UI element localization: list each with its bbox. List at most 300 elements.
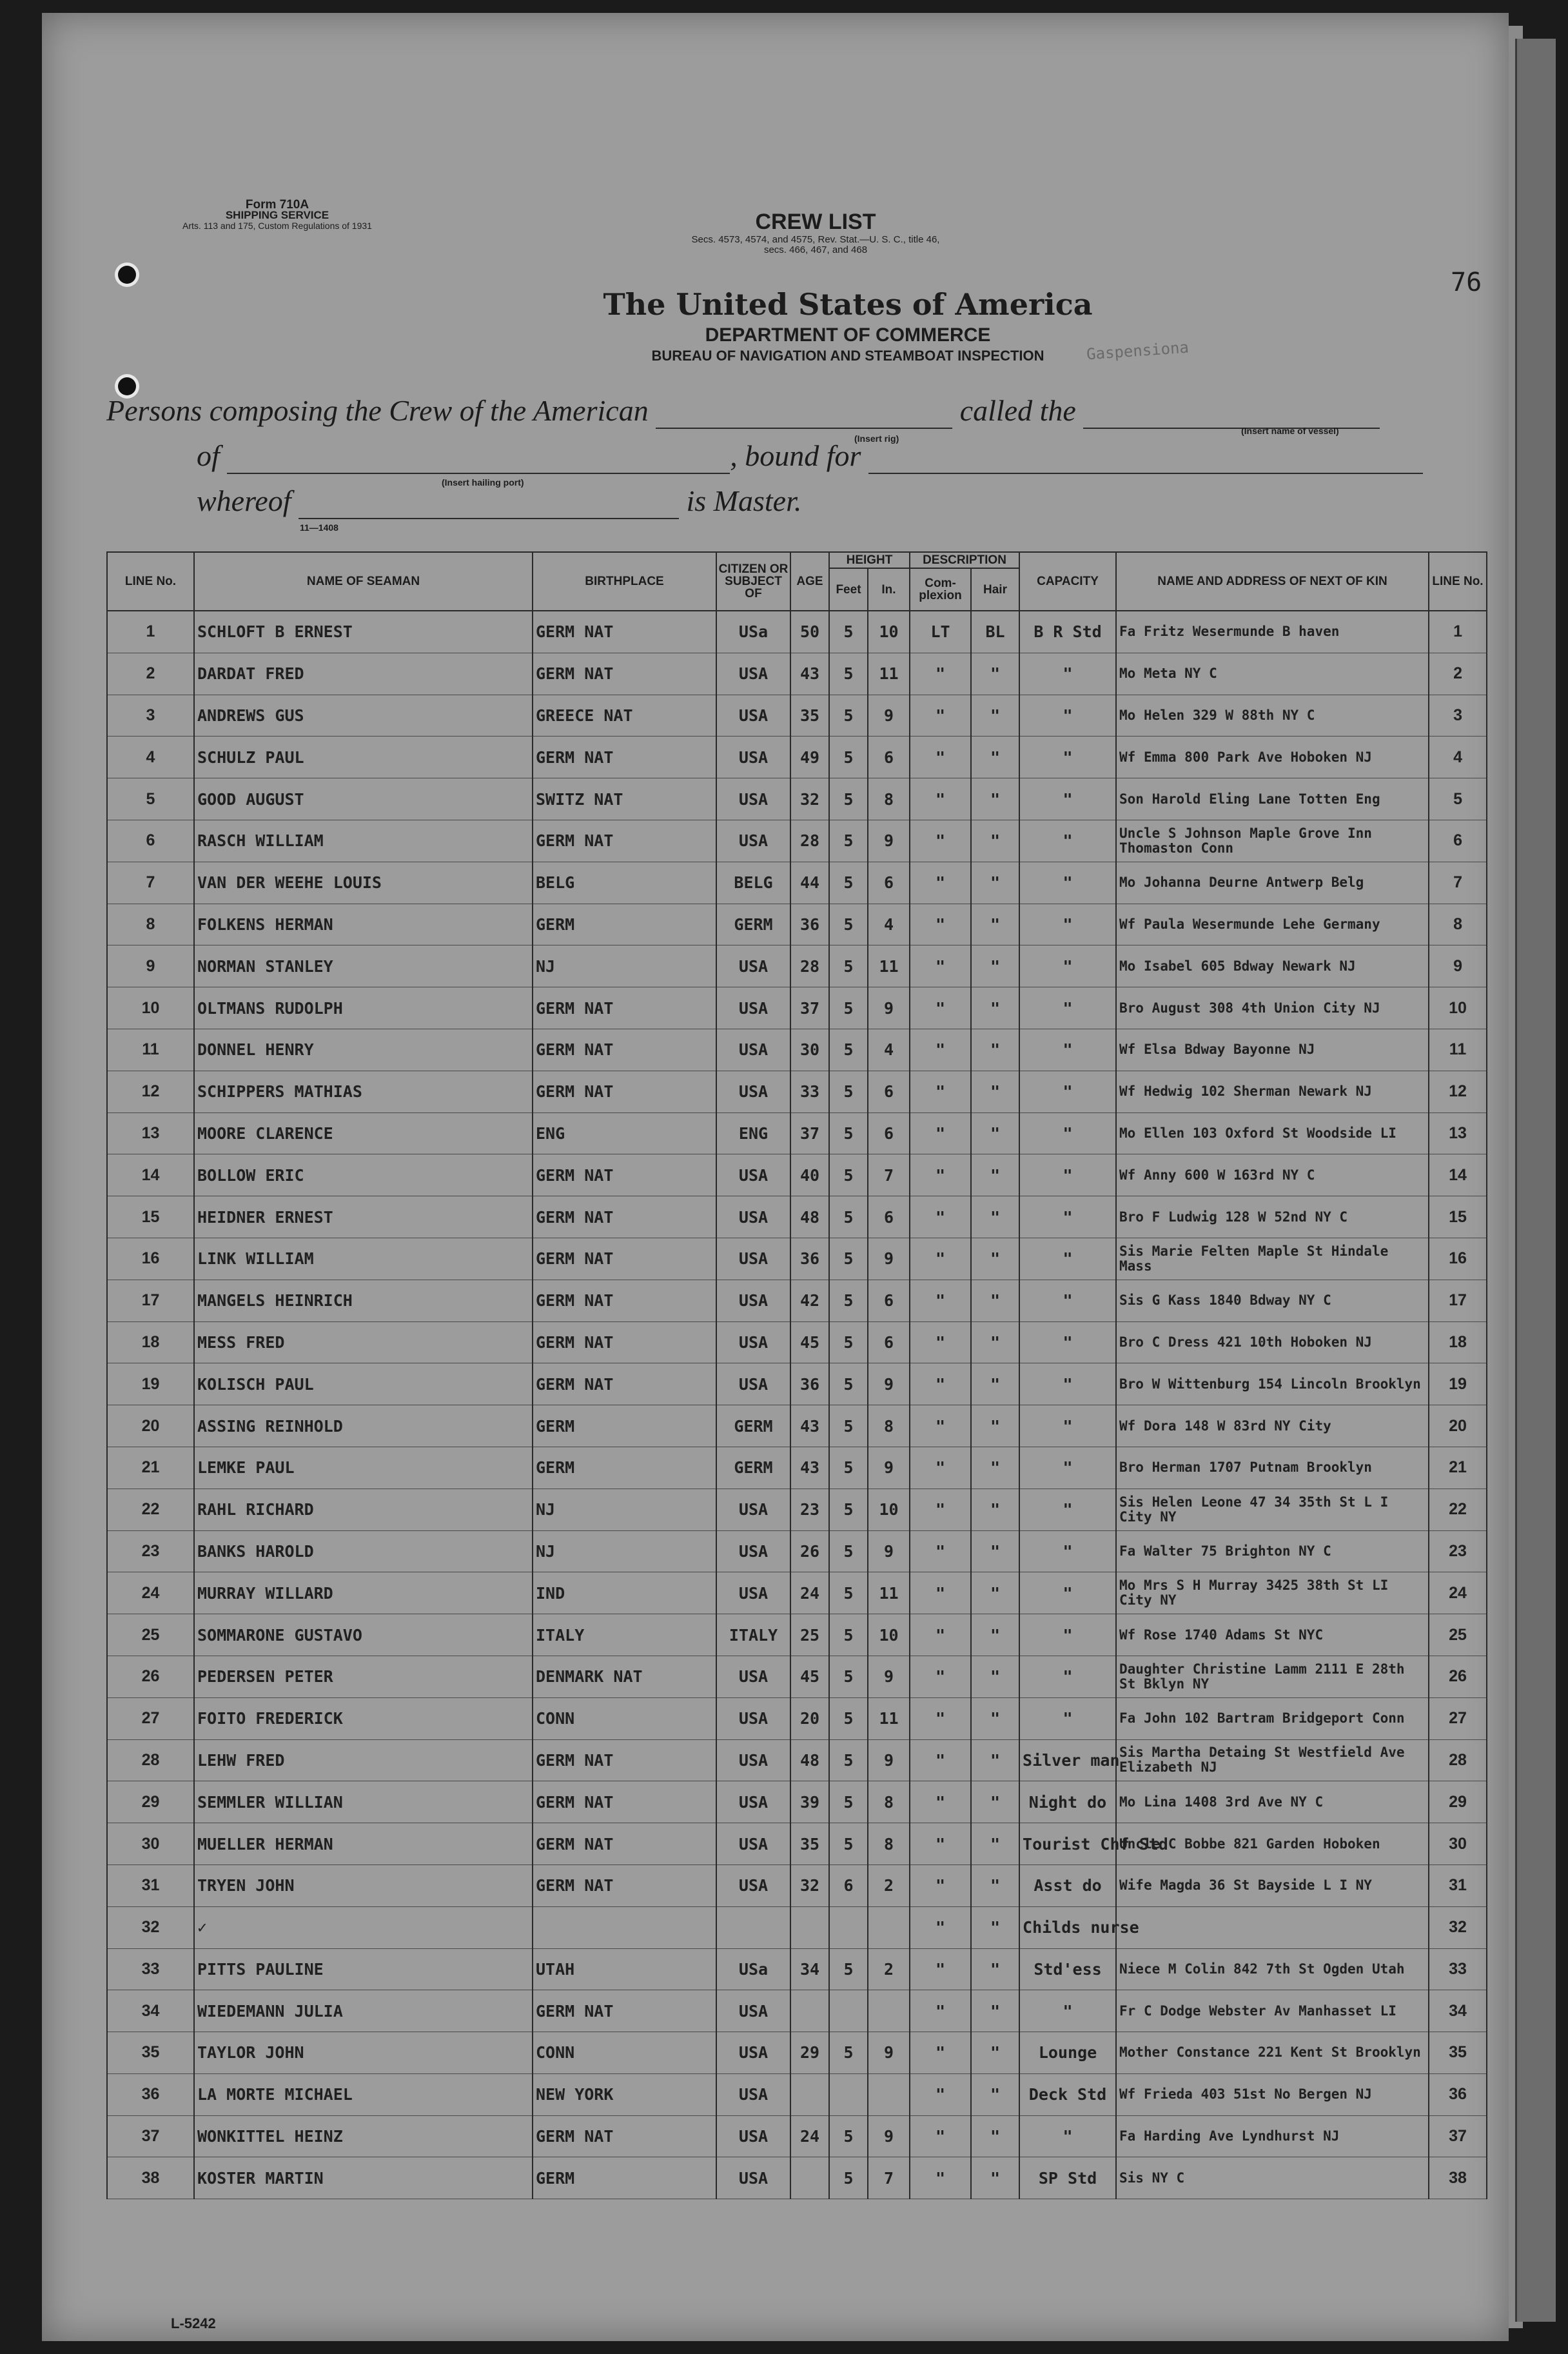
complexion: " [910,1113,971,1154]
seaman-name: MOORE CLARENCE [194,1113,533,1154]
height-feet: 5 [829,1321,868,1363]
next-of-kin: Son Harold Eling Lane Totten Eng [1116,778,1429,820]
next-of-kin: Fr C Dodge Webster Av Manhasset LI [1116,1990,1429,2032]
complexion: " [910,737,971,778]
table-row [107,820,1487,862]
capacity: " [1019,695,1116,737]
height-feet: 5 [829,1530,868,1572]
seaman-name: SCHLOFT B ERNEST [194,611,533,653]
hair-color: " [971,1948,1019,1990]
col-hair: Hair [971,568,1019,611]
height-inches: 7 [868,1154,910,1196]
line-number-right: 11 [1429,1029,1487,1071]
birthplace [533,1906,716,1948]
complexion: " [910,1614,971,1656]
height-inches: 9 [868,820,910,862]
hair-color: " [971,1572,1019,1614]
complexion: " [910,862,971,904]
age [790,1906,829,1948]
age: 33 [790,1071,829,1113]
age: 32 [790,778,829,820]
seaman-name: FOLKENS HERMAN [194,904,533,945]
line-number-right: 3 [1429,695,1487,737]
birthplace: GERM [533,904,716,945]
capacity: Deck Std [1019,2073,1116,2115]
line-number-right: 30 [1429,1823,1487,1865]
line-number: 21 [107,1447,194,1489]
height-inches [868,2073,910,2115]
table-row [107,695,1487,737]
line-number: 14 [107,1154,194,1196]
punch-hole-icon [118,377,136,395]
height-feet: 5 [829,653,868,695]
line-number-right: 16 [1429,1238,1487,1280]
birthplace: GERM NAT [533,1990,716,2032]
height-feet: 5 [829,1572,868,1614]
height-feet: 6 [829,1864,868,1906]
age [790,2073,829,2115]
line-number: 24 [107,1572,194,1614]
next-of-kin: Wife Magda 36 St Bayside L I NY [1116,1864,1429,1906]
complexion: LT [910,611,971,653]
complexion: " [910,1154,971,1196]
hair-color: " [971,1280,1019,1321]
seaman-name: NORMAN STANLEY [194,945,533,987]
line-number: 8 [107,904,194,945]
seaman-name: ✓ [194,1906,533,1948]
hair-color: " [971,2032,1019,2074]
table-row [107,1906,1487,1948]
height-feet: 5 [829,1489,868,1530]
line-number-right: 6 [1429,820,1487,862]
table-row [107,945,1487,987]
height-inches: 8 [868,1823,910,1865]
height-inches: 9 [868,2032,910,2074]
table-row [107,1614,1487,1656]
height-inches: 8 [868,1781,910,1823]
table-row [107,1196,1487,1238]
table-row [107,1113,1487,1154]
line-number: 2 [107,653,194,695]
line-number: 11 [107,1029,194,1071]
birthplace: NJ [533,1530,716,1572]
age: 48 [790,1196,829,1238]
height-feet: 5 [829,1071,868,1113]
form-regulations: Arts. 113 and 175, Custom Regulations of 1931 [182,221,372,231]
capacity: " [1019,1656,1116,1697]
height-inches: 6 [868,1280,910,1321]
capacity: " [1019,1029,1116,1071]
complexion: " [910,1697,971,1739]
hair-color: " [971,1864,1019,1906]
citizenship: GERM [716,1405,790,1447]
line-number: 33 [107,1948,194,1990]
table-row [107,2115,1487,2157]
hair-color: " [971,862,1019,904]
complexion: " [910,1906,971,1948]
seaman-name: KOSTER MARTIN [194,2157,533,2199]
line-number-right: 1 [1429,611,1487,653]
birthplace: GERM [533,2157,716,2199]
capacity: Asst do [1019,1864,1116,1906]
next-of-kin: Bro Herman 1707 Putnam Brooklyn [1116,1447,1429,1489]
line-number: 29 [107,1781,194,1823]
citizenship: USA [716,820,790,862]
next-of-kin: Mo Isabel 605 Bdway Newark NJ [1116,945,1429,987]
complexion: " [910,2032,971,2074]
birthplace: UTAH [533,1948,716,1990]
next-of-kin: Wf Dora 148 W 83rd NY City [1116,1405,1429,1447]
capacity: " [1019,1572,1116,1614]
table-row [107,987,1487,1029]
line-number: 10 [107,987,194,1029]
rig-field [656,393,952,429]
hair-color: " [971,1906,1019,1948]
table-row [107,1363,1487,1405]
height-feet: 5 [829,1113,868,1154]
next-of-kin: Uncle C Bobbe 821 Garden Hoboken [1116,1823,1429,1865]
hair-color: " [971,945,1019,987]
hair-color: " [971,1405,1019,1447]
seaman-name: WIEDEMANN JULIA [194,1990,533,2032]
citizenship: USA [716,1739,790,1781]
age: 43 [790,1447,829,1489]
complexion: " [910,1196,971,1238]
seaman-name: PITTS PAULINE [194,1948,533,1990]
seaman-name: RAHL RICHARD [194,1489,533,1530]
height-inches: 6 [868,1113,910,1154]
table-row [107,1990,1487,2032]
hair-color: " [971,2115,1019,2157]
capacity: B R Std [1019,611,1116,653]
hair-color: " [971,1447,1019,1489]
citizenship: BELG [716,862,790,904]
line-number-right: 12 [1429,1071,1487,1113]
line-number-right: 34 [1429,1990,1487,2032]
next-of-kin: Wf Rose 1740 Adams St NYC [1116,1614,1429,1656]
height-feet: 5 [829,1739,868,1781]
capacity: Std'ess [1019,1948,1116,1990]
height-inches: 6 [868,1196,910,1238]
complexion: " [910,1572,971,1614]
height-inches: 6 [868,737,910,778]
table-row [107,1781,1487,1823]
hair-color: " [971,820,1019,862]
birthplace: GERM [533,1405,716,1447]
line-number: 9 [107,945,194,987]
citizenship: USA [716,778,790,820]
line-number: 28 [107,1739,194,1781]
complexion: " [910,1238,971,1280]
capacity: " [1019,904,1116,945]
height-inches: 4 [868,1029,910,1071]
hair-color: " [971,904,1019,945]
citizenship [716,1906,790,1948]
statute-line-1: Secs. 4573, 4574, and 4575, Rev. Stat.—U. S. C., title 46, [691,234,940,245]
hair-color: " [971,1321,1019,1363]
line-number: 1 [107,611,194,653]
seaman-name: BOLLOW ERIC [194,1154,533,1196]
rig-note: (Insert rig) [854,433,899,444]
age: 26 [790,1530,829,1572]
line-number: 27 [107,1697,194,1739]
complexion: " [910,1029,971,1071]
next-of-kin: Sis Helen Leone 47 34 35th St L I City NY [1116,1489,1429,1530]
height-inches: 11 [868,1697,910,1739]
height-inches: 11 [868,1572,910,1614]
col-name: NAME OF SEAMAN [194,552,533,611]
age: 45 [790,1321,829,1363]
table-row [107,1948,1487,1990]
height-inches: 6 [868,1071,910,1113]
complexion: " [910,1489,971,1530]
height-feet: 5 [829,1656,868,1697]
height-feet: 5 [829,1029,868,1071]
complexion: " [910,1990,971,2032]
capacity: Lounge [1019,2032,1116,2074]
seaman-name: HEIDNER ERNEST [194,1196,533,1238]
birthplace: NEW YORK [533,2073,716,2115]
complexion: " [910,1739,971,1781]
citizenship: USA [716,1280,790,1321]
birthplace: GERM NAT [533,1071,716,1113]
table-row [107,1739,1487,1781]
birthplace: GERM NAT [533,1238,716,1280]
vessel-name-field [1083,393,1380,429]
line-number-right: 20 [1429,1405,1487,1447]
citizenship: USA [716,1572,790,1614]
heading-line-2 [197,439,1423,474]
hair-color: " [971,1029,1019,1071]
next-of-kin: Niece M Colin 842 7th St Ogden Utah [1116,1948,1429,1990]
height-inches: 9 [868,987,910,1029]
height-inches: 10 [868,611,910,653]
height-inches: 7 [868,2157,910,2199]
age: 36 [790,1238,829,1280]
col-next-of-kin: NAME AND ADDRESS OF NEXT OF KIN [1116,552,1429,611]
table-row [107,1697,1487,1739]
next-of-kin: Wf Paula Wesermunde Lehe Germany [1116,904,1429,945]
height-feet: 5 [829,945,868,987]
heading-text-1a: Persons composing the Crew of the American [106,394,649,427]
capacity: " [1019,820,1116,862]
height-feet: 5 [829,778,868,820]
capacity: Silver man [1019,1739,1116,1781]
capacity: " [1019,1530,1116,1572]
master-name-field [299,484,679,519]
capacity: " [1019,862,1116,904]
birthplace: CONN [533,1697,716,1739]
age: 40 [790,1154,829,1196]
complexion: " [910,2157,971,2199]
birthplace: IND [533,1572,716,1614]
height-inches: 11 [868,653,910,695]
height-feet: 5 [829,1823,868,1865]
col-age: AGE [790,552,829,611]
citizenship: USA [716,1029,790,1071]
next-of-kin: Sis NY C [1116,2157,1429,2199]
hair-color: " [971,1697,1019,1739]
page-edge-stack-back [1515,39,1556,2322]
capacity: " [1019,1614,1116,1656]
age: 50 [790,611,829,653]
citizenship: USA [716,1196,790,1238]
citizenship: USA [716,1238,790,1280]
line-number: 31 [107,1864,194,1906]
next-of-kin: Wf Frieda 403 51st No Bergen NJ [1116,2073,1429,2115]
next-of-kin: Mo Mrs S H Murray 3425 38th St LI City NY [1116,1572,1429,1614]
age: 43 [790,1405,829,1447]
line-number-right: 8 [1429,904,1487,945]
line-number: 36 [107,2073,194,2115]
age: 42 [790,1280,829,1321]
citizenship: USa [716,1948,790,1990]
hair-color: " [971,2073,1019,2115]
birthplace: ITALY [533,1614,716,1656]
heading-text-2a: of [197,439,220,472]
next-of-kin: Mo Helen 329 W 88th NY C [1116,695,1429,737]
seaman-name: WONKITTEL HEINZ [194,2115,533,2157]
citizenship: USA [716,1321,790,1363]
table-row [107,1405,1487,1447]
complexion: " [910,2073,971,2115]
hair-color: " [971,2157,1019,2199]
birthplace: GERM NAT [533,737,716,778]
line-number-right: 13 [1429,1113,1487,1154]
complexion: " [910,695,971,737]
hair-color: BL [971,611,1019,653]
citizenship: USA [716,1781,790,1823]
table-row [107,1071,1487,1113]
height-feet: 5 [829,1196,868,1238]
capacity: " [1019,1405,1116,1447]
line-number-right: 38 [1429,2157,1487,2199]
citizenship: USA [716,1154,790,1196]
height-feet: 5 [829,1614,868,1656]
seaman-name: SCHULZ PAUL [194,737,533,778]
department-name: DEPARTMENT OF COMMERCE [705,324,991,346]
line-number: 20 [107,1405,194,1447]
line-number-right: 24 [1429,1572,1487,1614]
capacity: " [1019,1447,1116,1489]
age: 28 [790,945,829,987]
port-note: (Insert hailing port) [442,477,524,488]
height-feet [829,1990,868,2032]
birthplace: GERM NAT [533,820,716,862]
seaman-name: MURRAY WILLARD [194,1572,533,1614]
height-inches: 2 [868,1864,910,1906]
age: 48 [790,1739,829,1781]
line-number-right: 15 [1429,1196,1487,1238]
height-inches: 9 [868,1363,910,1405]
height-feet: 5 [829,2032,868,2074]
next-of-kin: Fa Fritz Wesermunde B haven [1116,611,1429,653]
height-feet: 5 [829,1697,868,1739]
table-row [107,653,1487,695]
line-number-right: 10 [1429,987,1487,1029]
birthplace: GERM NAT [533,653,716,695]
height-inches: 9 [868,1447,910,1489]
title-block [661,210,970,255]
next-of-kin: Wf Elsa Bdway Bayonne NJ [1116,1029,1429,1071]
birthplace: GERM NAT [533,1781,716,1823]
citizenship: USA [716,1990,790,2032]
seaman-name: TAYLOR JOHN [194,2032,533,2074]
birthplace: GERM NAT [533,1823,716,1865]
form-number: Form 710A [245,198,309,212]
line-number-right: 35 [1429,2032,1487,2074]
birthplace: GERM NAT [533,1154,716,1196]
hair-color: " [971,737,1019,778]
complexion: " [910,1071,971,1113]
line-number: 3 [107,695,194,737]
complexion: " [910,1823,971,1865]
capacity: " [1019,2115,1116,2157]
line-number-right: 19 [1429,1363,1487,1405]
next-of-kin: Bro August 308 4th Union City NJ [1116,987,1429,1029]
line-number: 22 [107,1489,194,1530]
col-complexion: Com-plexion [910,568,971,611]
hair-color: " [971,1781,1019,1823]
col-feet: Feet [829,568,868,611]
citizenship: USA [716,1864,790,1906]
age: 20 [790,1697,829,1739]
citizenship: USA [716,945,790,987]
height-feet: 5 [829,1154,868,1196]
complexion: " [910,1405,971,1447]
capacity: " [1019,778,1116,820]
line-number: 37 [107,2115,194,2157]
citizenship: USA [716,1489,790,1530]
complexion: " [910,904,971,945]
age: 36 [790,904,829,945]
line-number-right: 36 [1429,2073,1487,2115]
age: 28 [790,820,829,862]
complexion: " [910,820,971,862]
line-number: 4 [107,737,194,778]
birthplace: GERM NAT [533,1280,716,1321]
line-number-right: 27 [1429,1697,1487,1739]
col-citizen: CITIZEN OR SUBJECT OF [716,552,790,611]
height-inches: 2 [868,1948,910,1990]
table-row [107,1321,1487,1363]
citizenship: GERM [716,904,790,945]
citizenship: USA [716,2073,790,2115]
capacity: " [1019,987,1116,1029]
citizenship: ENG [716,1113,790,1154]
next-of-kin: Bro W Wittenburg 154 Lincoln Brooklyn [1116,1363,1429,1405]
age: 25 [790,1614,829,1656]
footer-code: L-5242 [171,2315,216,2331]
capacity: " [1019,1071,1116,1113]
line-number: 34 [107,1990,194,2032]
heading-line-1 [106,393,1380,429]
heading-text-1b: called the [959,394,1076,427]
height-feet: 5 [829,1238,868,1280]
next-of-kin: Fa John 102 Bartram Bridgeport Conn [1116,1697,1429,1739]
line-number: 19 [107,1363,194,1405]
seaman-name: ANDREWS GUS [194,695,533,737]
age: 43 [790,653,829,695]
table-row [107,1489,1487,1530]
next-of-kin: Daughter Christine Lamm 2111 E 28th St Bklyn NY [1116,1656,1429,1697]
birthplace: GERM NAT [533,1321,716,1363]
table-row [107,611,1487,653]
seaman-name: TRYEN JOHN [194,1864,533,1906]
hair-color: " [971,987,1019,1029]
seaman-name: VAN DER WEEHE LOUIS [194,862,533,904]
hair-color: " [971,1113,1019,1154]
